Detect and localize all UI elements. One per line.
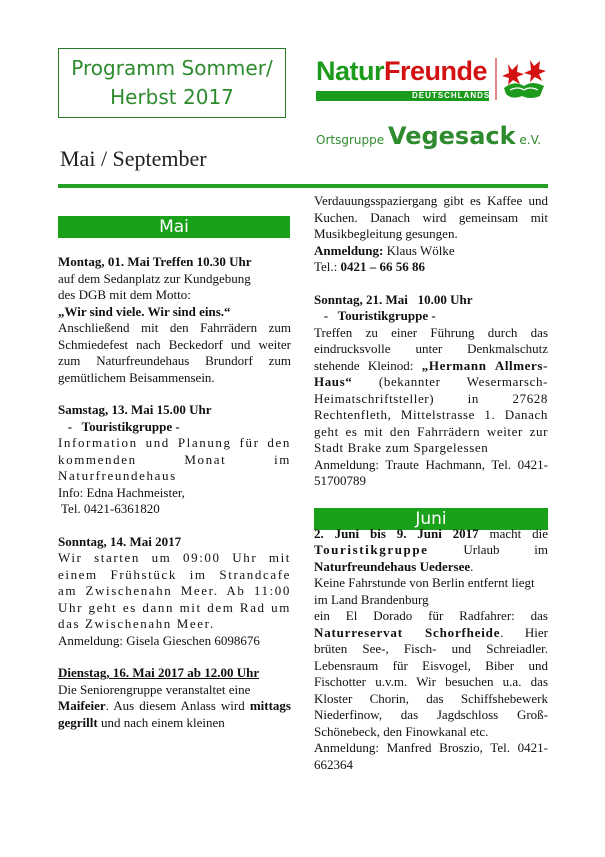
event-contact: Anmeldung: Manfred Broszio, Tel. 0421-662364 — [314, 740, 548, 772]
event-group: - Touristikgruppe - — [58, 418, 180, 434]
event-may-13 — [58, 402, 291, 518]
event-contact: Info: Edna Hachmeister, — [58, 484, 185, 500]
event-heading: Sonntag, 14. Mai 2017 — [58, 533, 182, 549]
event-may-14 — [58, 534, 291, 650]
event-text: Verdauungsspaziergang gibt es Kaffee und Kuchen. Danach wird gemeinsam mit Musikbegleitung gesungen. — [314, 193, 548, 241]
logo-subtitle: DEUTSCHLANDS — [412, 91, 491, 100]
event-may-16 — [58, 665, 291, 731]
right-column — [314, 193, 548, 789]
event-text: ein El Dorado für Radfahrer: das Naturreservat Schorfheide. Hier brüten See-, Fisch- und Schreiadler. Lebensraum für Eisvogel, Biber und Fischotter u.v.m. Wir besuchen u.a. das Kloster Chorin, das Schiffshebewerk Niederfinow, das Jagdschloss Groß-Schönebeck, den Finowkanal etc. — [314, 608, 548, 739]
header-divider — [58, 184, 548, 188]
event-text: Die Seniorengruppe veranstaltet eine — [58, 681, 251, 697]
event-text: 2. Juni bis 9. Juni 2017 macht die Touristikgruppe Urlaub im Naturfreundehaus Uedersee. — [314, 525, 548, 574]
event-text: Maifeier. Aus diesem Anlass wird mittags gegrillt und nach einem kleinen — [58, 698, 291, 730]
event-phone: Tel.: 0421 – 66 56 86 — [314, 259, 426, 274]
program-title-line2: Herbst 2017 — [110, 85, 234, 109]
roses-hands-icon — [494, 56, 552, 104]
event-heading: Sonntag, 21. Mai 10.00 Uhr — [314, 291, 473, 307]
event-text: Information und Planung für den kommenden Monat im Naturfreundehaus — [58, 435, 291, 483]
event-text: Treffen zu einer Führung durch das eindrucksvolle unter Denkmalschutz stehende Kleinod: „Hermann Allmers-Haus“ (bekannter Wesermarsch-Heimatschriftsteller) in 27628 Rechtenfleth, Mittelstrasse 1. Danach geht es mit den Fahrrädern weiter zur Stadt Brake zum Spargelessen — [314, 324, 548, 455]
event-contact: Anmeldung: Traute Hachmann, Tel. 0421-51700789 — [314, 456, 548, 488]
event-group: - Touristikgruppe - — [314, 308, 436, 323]
event-text: Anschließend mit den Fahrrädern zum Schmiedefest nach Beckedorf und weiter zum Naturfreundehaus Brundorf zum gemütlichem Beisammensein. — [58, 320, 291, 385]
event-june — [314, 526, 548, 774]
event-text: auf dem Sedanplatz zur Kundgebung — [58, 270, 251, 286]
event-heading: Montag, 01. Mai Treffen 10.30 Uhr — [58, 254, 252, 269]
program-title-line1: Programm Sommer/ — [71, 56, 273, 80]
event-motto: „Wir sind viele. Wir sind eins.“ — [58, 303, 231, 319]
event-contact: Anmeldung: Gisela Gieschen 6098676 — [58, 632, 260, 648]
left-column — [58, 254, 291, 747]
event-may-16-continued — [314, 193, 548, 276]
event-contact: Anmeldung: Klaus Wölke — [314, 242, 455, 258]
event-heading: Samstag, 13. Mai 15.00 Uhr — [58, 402, 212, 417]
event-phone: Tel. 0421-6361820 — [58, 501, 160, 516]
period-subtitle: Mai / September — [60, 146, 207, 171]
event-may-21 — [314, 292, 548, 490]
event-text: des DGB mit dem Motto: — [58, 287, 191, 302]
event-text: Wir starten um 09:00 Uhr mit einem Frühstück im Strandcafe am Zwischenahn Meer. Ab 11:00 Uhr geht es dann mit dem Rad um das Zwischenahn Meer. — [58, 550, 291, 631]
logo-wordmark: NaturFreunde — [316, 56, 488, 86]
ortsgruppe-label: Ortsgruppe Vegesack e.V. — [316, 122, 542, 150]
event-may-1 — [58, 254, 291, 386]
section-band-juni: Juni — [314, 508, 548, 530]
program-title-box — [58, 48, 286, 118]
event-heading: Dienstag, 16. Mai 2017 ab 12.00 Uhr — [58, 665, 260, 680]
section-band-mai: Mai — [58, 216, 290, 238]
event-text: Keine Fahrstunde von Berlin entfernt liegt im Land Brandenburg — [314, 575, 535, 607]
naturfreunde-logo — [316, 56, 556, 118]
